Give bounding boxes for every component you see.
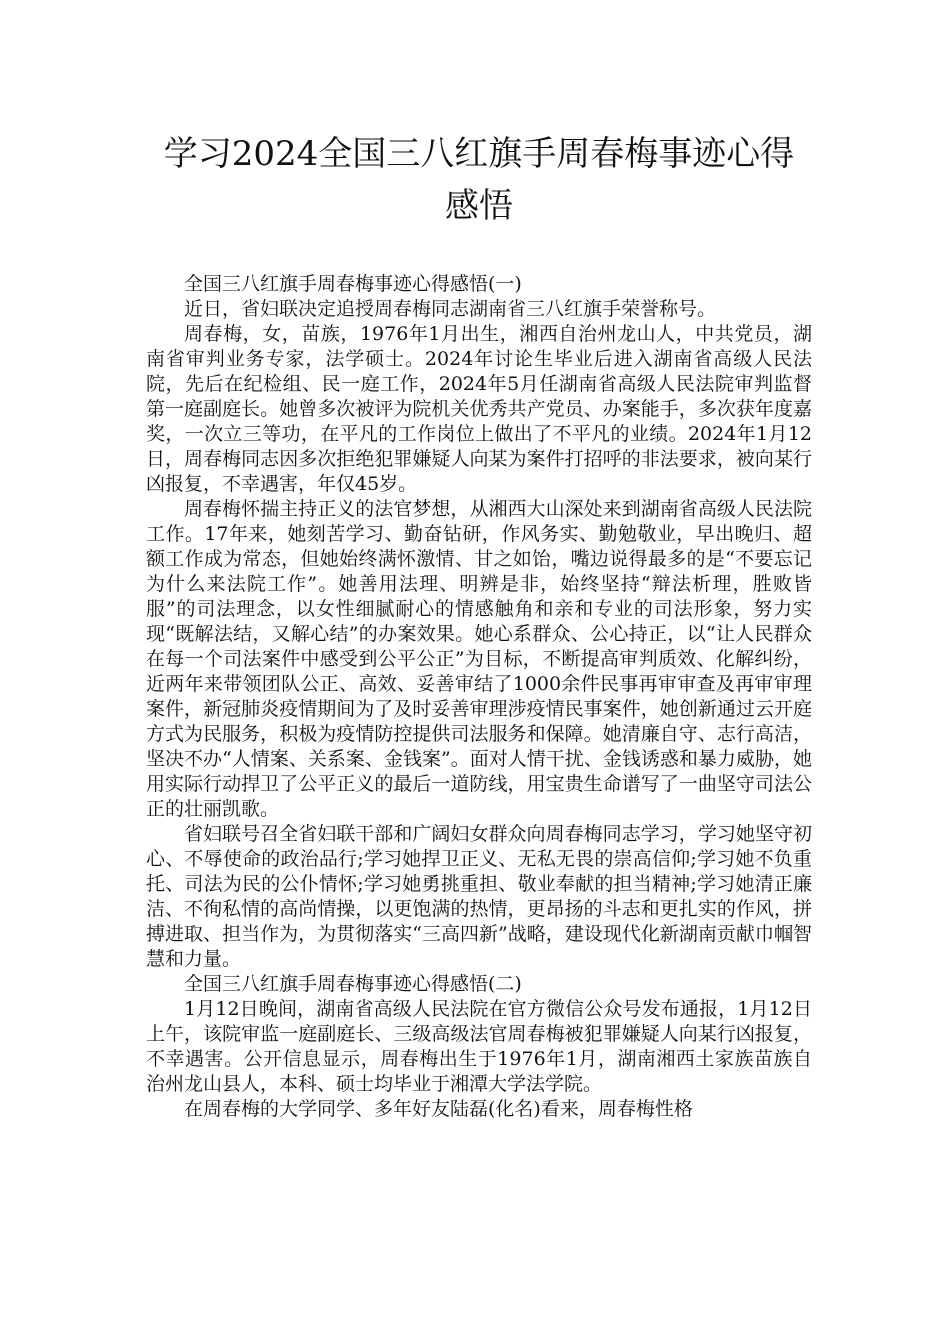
paragraph: 近日，省妇联决定追授周春梅同志湖南省三八红旗手荣誉称号。	[184, 298, 717, 320]
paragraph: 1月12日晚间，湖南省高级人民法院在官方微信公众号发布通报，1月12日上午，该院审监一庭副庭长、三级高级法官周春梅被犯罪嫌疑人向某行凶报复，不幸遇害。公开信息显示，周春梅出生于1976年1月，湖南湘西土家族苗族自治州龙山县人，本科、硕士均毕业于湘潭大学法学院。	[146, 998, 812, 1095]
section-heading-2: 全国三八红旗手周春梅事迹心得感悟(二)	[184, 973, 522, 995]
document-body	[146, 272, 812, 1122]
document-title	[146, 128, 812, 232]
paragraph: 周春梅，女，苗族，1976年1月出生，湘西自治州龙山人，中共党员，湖南省审判业务专家，法学硕士。2024年讨论生毕业后进入湖南省高级人民法院，先后在纪检组、民一庭工作，2024年5月任湖南省高级人民法院审判监督第一庭副庭长。她曾多次被评为院机关优秀共产党员、办案能手，多次获年度嘉奖，一次立三等功，在平凡的工作岗位上做出了不平凡的业绩。2024年1月12日，周春梅同志因多次拒绝犯罪嫌疑人向某为案件打招呼的非法要求，被向某行凶报复，不幸遇害，年仅45岁。	[146, 323, 812, 495]
paragraph: 在周春梅的大学同学、多年好友陆磊(化名)看来，周春梅性格	[184, 1098, 693, 1120]
paragraph: 省妇联号召全省妇联干部和广阔妇女群众向周春梅同志学习，学习她坚守初心、不辱使命的政治品行;学习她捍卫正义、无私无畏的崇高信仰;学习她不负重托、司法为民的公仆情怀;学习她勇挑重担、敬业奉献的担当精神;学习她清正廉洁、不徇私情的高尚情操，以更饱满的热情，更昂扬的斗志和更扎实的作风，拼搏进取、担当作为，为贯彻落实“三高四新”战略，建设现代化新湖南贡献巾帼智慧和力量。	[146, 823, 812, 970]
section-heading-1: 全国三八红旗手周春梅事迹心得感悟(一)	[184, 273, 522, 295]
paragraph: 周春梅怀揣主持正义的法官梦想，从湘西大山深处来到湖南省高级人民法院工作。17年来，她刻苦学习、勤奋钻研，作风务实、勤勉敬业，早出晚归、超额工作成为常态，但她始终满怀激情、甘之如饴，嘴边说得最多的是“不要忘记为什么来法院工作”。她善用法理、明辨是非，始终坚持“辩法析理，胜败皆服”的司法理念，以女性细腻耐心的情感触角和亲和专业的司法形象，努力实现“既解法结，又解心结”的办案效果。她心系群众、公心持正，以“让人民群众在每一个司法案件中感受到公平公正”为目标，不断提高审判质效、化解纠纷，近两年来带领团队公正、高效、妥善审结了1000余件民事再审审查及再审审理案件，新冠肺炎疫情期间为了及时妥善审理涉疫情民事案件，她创新通过云开庭方式为民服务，积极为疫情防控提供司法服务和保障。她清廉自守、志行高洁，坚决不办“人情案、关系案、金钱案”。面对人情干扰、金钱诱惑和暴力威胁，她用实际行动捍卫了公平正义的最后一道防线，用宝贵生命谱写了一曲坚守司法公正的壮丽凯歌。	[146, 498, 812, 820]
title-line-2: 感悟	[445, 186, 513, 226]
document-page	[146, 128, 812, 1122]
title-line-1: 学习2024全国三八红旗手周春梅事迹心得	[163, 134, 795, 174]
